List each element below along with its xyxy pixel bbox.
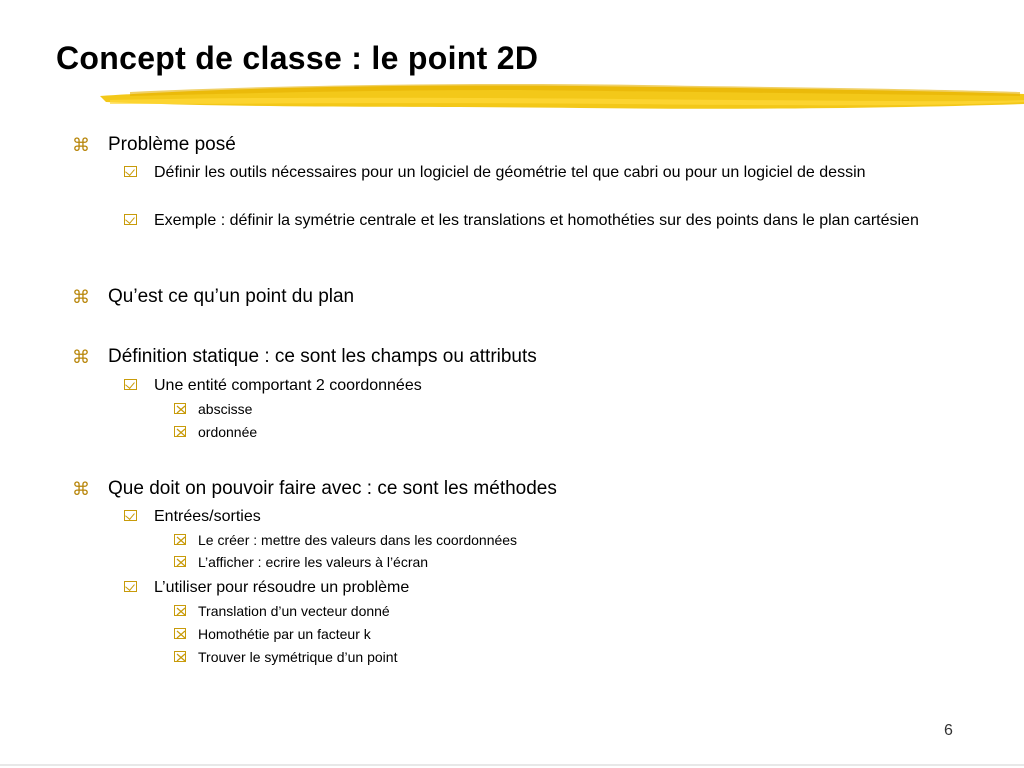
subsubbullet-creer: Le créer : mettre des valeurs dans les coordonnées bbox=[174, 531, 517, 549]
page-number: 6 bbox=[944, 722, 953, 739]
command-icon: ⌘ bbox=[72, 347, 90, 367]
checkbox-x-icon bbox=[174, 628, 186, 639]
subsubbullet-homothetie: Homothétie par un facteur k bbox=[174, 625, 371, 643]
subsubbullet-ordonnee: ordonnée bbox=[174, 423, 257, 441]
checkbox-check-icon bbox=[124, 379, 137, 390]
bullet-methodes: ⌘ Que doit on pouvoir faire avec : ce sont les méthodes bbox=[72, 478, 557, 499]
command-icon: ⌘ bbox=[72, 287, 90, 307]
subbullet-entrees-sorties: Entrées/sorties bbox=[124, 506, 984, 527]
checkbox-x-icon bbox=[174, 403, 186, 414]
checkbox-check-icon bbox=[124, 214, 137, 225]
subbullet-entite-coordonnees: Une entité comportant 2 coordonnées bbox=[124, 375, 984, 396]
checkbox-check-icon bbox=[124, 166, 137, 177]
subsubbullet-symetrique: Trouver le symétrique d’un point bbox=[174, 648, 397, 666]
command-icon: ⌘ bbox=[72, 479, 90, 499]
bullet-point-du-plan: ⌘ Qu’est ce qu’un point du plan bbox=[72, 286, 355, 307]
bullet-definition-statique: ⌘ Définition statique : ce sont les champs ou attributs bbox=[72, 346, 537, 367]
subsubbullet-afficher: L’afficher : ecrire les valeurs à l’écran bbox=[174, 553, 428, 571]
command-icon: ⌘ bbox=[72, 135, 90, 155]
slide-title: Concept de classe : le point 2D bbox=[56, 40, 539, 76]
subbullet-exemple: Exemple : définir la symétrie centrale et les translations et homothéties sur des points dans le plan cartésien bbox=[124, 210, 984, 231]
checkbox-x-icon bbox=[174, 651, 186, 662]
checkbox-check-icon bbox=[124, 510, 137, 521]
footer-divider bbox=[0, 764, 1024, 766]
subbullet-utiliser: L’utiliser pour résoudre un problème bbox=[124, 577, 984, 598]
checkbox-x-icon bbox=[174, 556, 186, 567]
bullet-probleme-pose: ⌘ Problème posé bbox=[72, 134, 236, 155]
checkbox-x-icon bbox=[174, 426, 186, 437]
checkbox-x-icon bbox=[174, 534, 186, 545]
subsubbullet-translation: Translation d’un vecteur donné bbox=[174, 602, 390, 620]
checkbox-x-icon bbox=[174, 605, 186, 616]
checkbox-check-icon bbox=[124, 581, 137, 592]
subsubbullet-abscisse: abscisse bbox=[174, 400, 252, 418]
subbullet-definir-outils: Définir les outils nécessaires pour un logiciel de géométrie tel que cabri ou pour un logiciel de dessin bbox=[124, 162, 984, 183]
